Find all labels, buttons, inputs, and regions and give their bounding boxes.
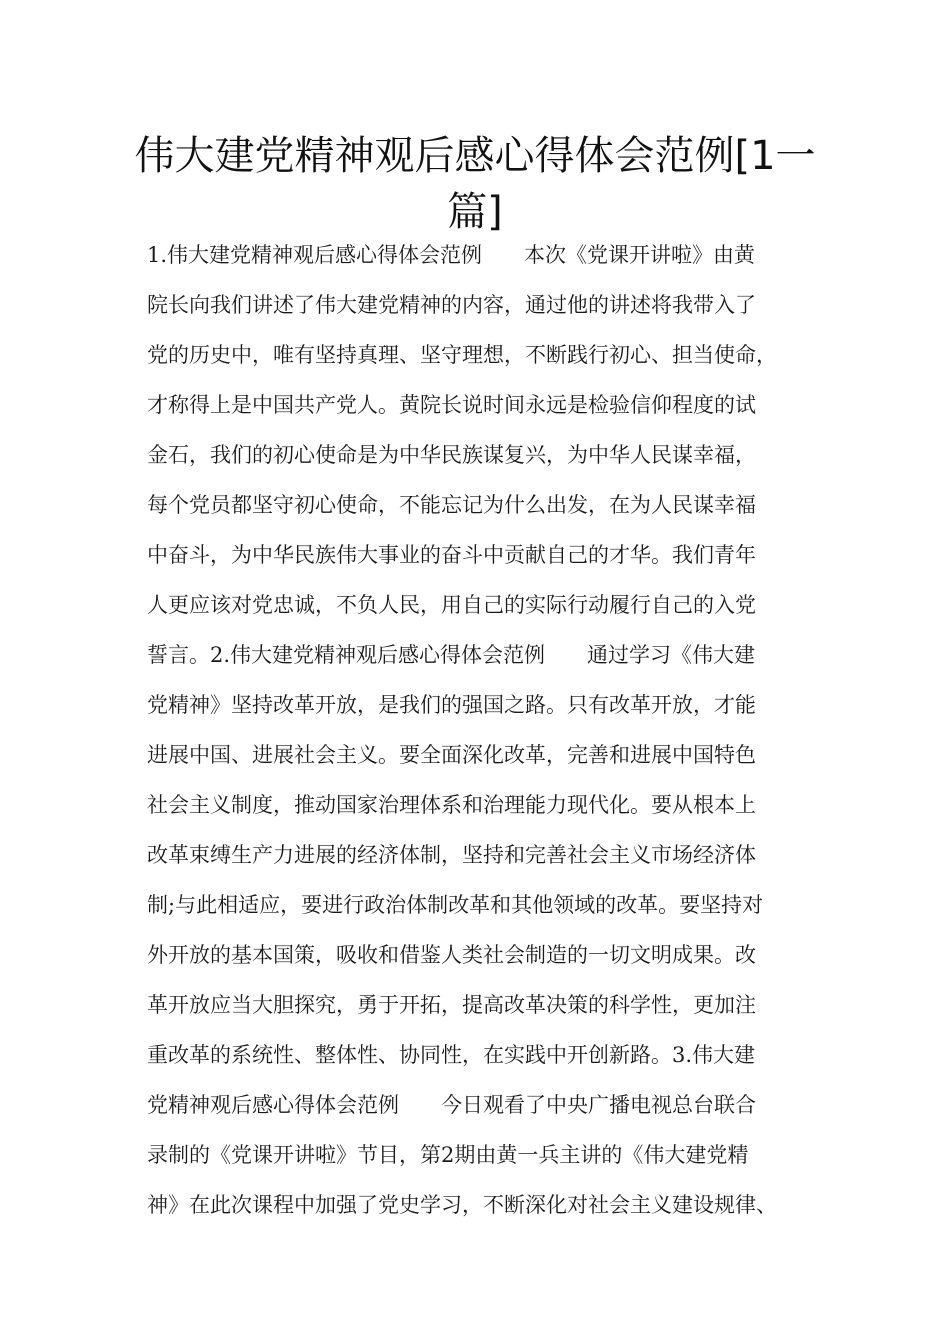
body-line: 党的历史中，唯有坚持真理、坚守理想，不断践行初心、担当使命， [147, 343, 777, 367]
body-line: 党精神》坚持改革开放，是我们的强国之路。只有改革开放，才能 [147, 693, 756, 717]
title-line-2: 篇] [447, 189, 503, 235]
body-line: 革开放应当大胆探究，勇于开拓，提高改革决策的科学性，更加注 [147, 993, 756, 1017]
body-line: 制;与此相适应，要进行政治体制改革和其他领域的改革。要坚持对 [147, 893, 764, 917]
title-line-1: 伟大建党精神观后感心得体会范例[1一 [134, 133, 816, 179]
body-line: 誓言。2.伟大建党精神观后感心得体会范例 通过学习《伟大建 [147, 643, 756, 667]
body-line: 神》在此次课程中加强了党史学习，不断深化对社会主义建设规律、 [147, 1193, 777, 1217]
body-line: 进展中国、进展社会主义。要全面深化改革，完善和进展中国特色 [147, 743, 756, 767]
body-line: 1.伟大建党精神观后感心得体会范例 本次《党课开讲啦》由黄 [147, 243, 756, 267]
document-body [147, 230, 827, 1230]
body-line: 人更应该对党忠诚，不负人民，用自己的实际行动履行自己的入党 [147, 593, 756, 617]
body-line: 重改革的系统性、整体性、协同性，在实践中开创新路。3.伟大建 [147, 1043, 756, 1067]
body-line: 金石，我们的初心使命是为中华民族谋复兴，为中华人民谋幸福， [147, 443, 756, 467]
body-line: 录制的《党课开讲啦》节目，第2期由黄一兵主讲的《伟大建党精 [147, 1143, 749, 1167]
document-title [120, 128, 830, 240]
body-line: 才称得上是中国共产党人。黄院长说时间永远是检验信仰程度的试 [147, 393, 756, 417]
body-line: 党精神观后感心得体会范例 今日观看了中央广播电视总台联合 [147, 1093, 756, 1117]
body-line: 中奋斗，为中华民族伟大事业的奋斗中贡献自己的才华。我们青年 [147, 543, 756, 567]
body-line: 每个党员都坚守初心使命，不能忘记为什么出发，在为人民谋幸福 [147, 493, 756, 517]
body-line: 改革束缚生产力进展的经济体制，坚持和完善社会主义市场经济体 [147, 843, 756, 867]
body-line: 院长向我们讲述了伟大建党精神的内容，通过他的讲述将我带入了 [147, 293, 756, 317]
body-line: 社会主义制度，推动国家治理体系和治理能力现代化。要从根本上 [147, 793, 756, 817]
body-line: 外开放的基本国策，吸收和借鉴人类社会制造的一切文明成果。改 [147, 943, 756, 967]
